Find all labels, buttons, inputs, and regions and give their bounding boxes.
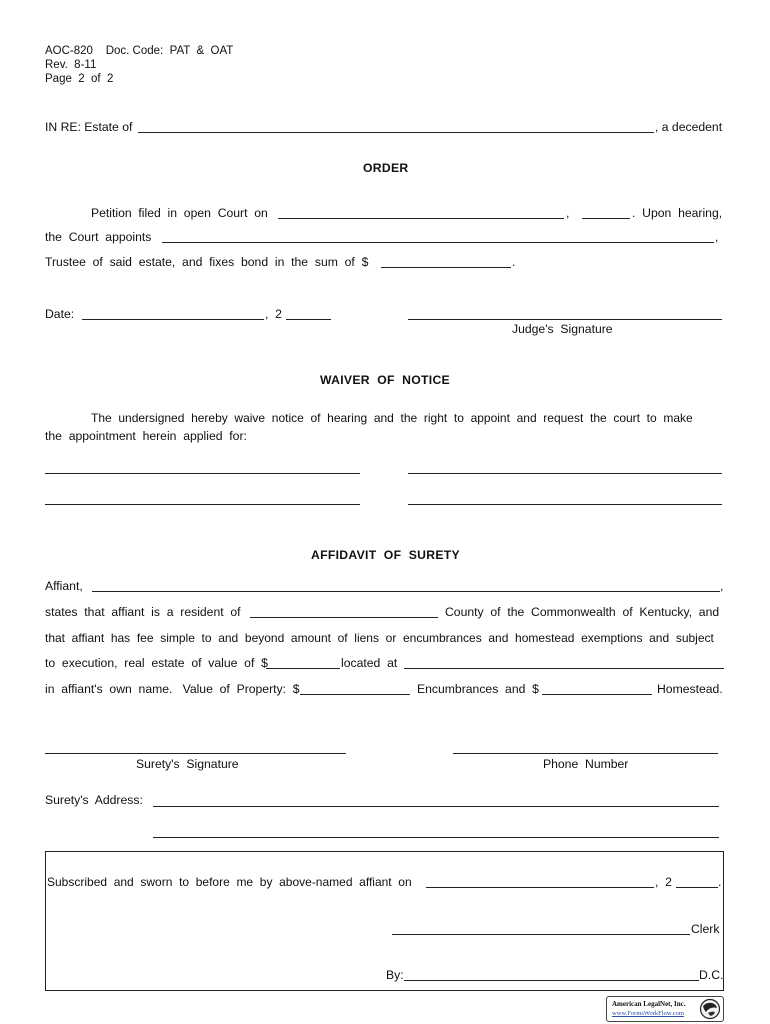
judge-signature-label: Judge's Signature (512, 322, 613, 336)
date-year-prefix: , 2 (265, 307, 282, 321)
petition-year-field[interactable] (582, 218, 630, 219)
waiver-signature-line[interactable] (45, 473, 360, 474)
logo-company: American LegalNet, Inc. (612, 1000, 686, 1008)
trustee-comma: , (715, 230, 719, 244)
logo-url[interactable]: www.FormsWorkFlow.com (612, 1010, 684, 1017)
waiver-signature-line[interactable] (45, 504, 360, 505)
deputy-clerk-signature-line[interactable] (404, 980, 699, 981)
upon-hearing-label: . Upon hearing, (632, 206, 723, 220)
order-date-field[interactable] (82, 319, 264, 320)
fee-simple-text: that affiant has fee simple to and beyond amount of liens or encumbrances and homestead exemptions and subject (45, 631, 714, 645)
surety-signature-label: Surety's Signature (136, 757, 239, 771)
surety-address-label: Surety's Address: (45, 793, 143, 807)
bond-period: . (512, 255, 516, 269)
american-legalnet-logo[interactable] (606, 996, 724, 1022)
surety-address-field[interactable] (153, 837, 719, 838)
county-field[interactable] (250, 617, 438, 618)
sworn-year-field[interactable] (676, 887, 718, 888)
revision: Rev. 8-11 (45, 59, 97, 71)
subscribed-label: Subscribed and sworn to before me by above-named affiant on (47, 875, 412, 889)
property-value-label: in affiant's own name. Value of Property: $ (45, 682, 300, 696)
surety-address-field[interactable] (153, 806, 719, 807)
affiant-name-field[interactable] (92, 591, 720, 592)
estate-name-field[interactable] (138, 132, 654, 133)
trustee-name-field[interactable] (162, 242, 714, 243)
judge-signature-line[interactable] (408, 319, 722, 320)
property-location-field[interactable] (404, 668, 724, 669)
in-re-label: IN RE: Estate of (45, 120, 133, 134)
county-suffix-label: County of the Commonwealth of Kentucky, and (445, 605, 720, 619)
date-label: Date: (45, 307, 75, 321)
surety-signature-line[interactable] (45, 753, 346, 754)
clerk-label: Clerk (691, 922, 720, 936)
sworn-year-prefix: , 2 (655, 875, 672, 889)
affidavit-title: AFFIDAVIT OF SURETY (311, 548, 460, 562)
phone-number-field[interactable] (453, 753, 718, 754)
order-year-field[interactable] (286, 319, 331, 320)
petition-label: Petition filed in open Court on (91, 206, 268, 220)
waiver-text-line1: The undersigned hereby waive notice of hearing and the right to appoint and request the court to make (91, 411, 693, 425)
waiver-signature-line[interactable] (408, 504, 722, 505)
page-number: Page 2 of 2 (45, 73, 114, 85)
sworn-date-field[interactable] (426, 887, 654, 888)
phone-number-label: Phone Number (543, 757, 629, 771)
bond-label: Trustee of said estate, and fixes bond in the sum of $ (45, 255, 369, 269)
encumbrances-label: Encumbrances and $ (417, 682, 539, 696)
order-title: ORDER (363, 161, 409, 175)
real-estate-value-field[interactable] (266, 668, 340, 669)
waiver-signature-line[interactable] (408, 473, 722, 474)
encumbrances-field[interactable] (542, 694, 652, 695)
clerk-signature-line[interactable] (392, 934, 690, 935)
property-value-field[interactable] (300, 694, 410, 695)
waiver-title: WAIVER OF NOTICE (320, 373, 450, 387)
globe-icon (699, 998, 721, 1020)
affiant-label: Affiant, (45, 579, 83, 593)
waiver-text-line2: the appointment herein applied for: (45, 429, 247, 443)
by-label: By: (386, 968, 404, 982)
affiant-comma: , (720, 579, 724, 593)
dc-label: D.C. (699, 968, 724, 982)
petition-comma: , (566, 206, 570, 220)
petition-date-field[interactable] (278, 218, 564, 219)
located-at-label: located at (341, 656, 398, 670)
execution-label: to execution, real estate of value of $ (45, 656, 268, 670)
sworn-year-period: . (718, 875, 722, 889)
resident-label: states that affiant is a resident of (45, 605, 241, 619)
court-appoints-label: the Court appoints (45, 230, 152, 244)
homestead-label: Homestead. (657, 682, 723, 696)
notary-box (45, 851, 724, 991)
bond-amount-field[interactable] (381, 267, 511, 268)
form-code: AOC-820 Doc. Code: PAT & OAT (45, 45, 234, 57)
decedent-label: , a decedent (655, 120, 723, 134)
